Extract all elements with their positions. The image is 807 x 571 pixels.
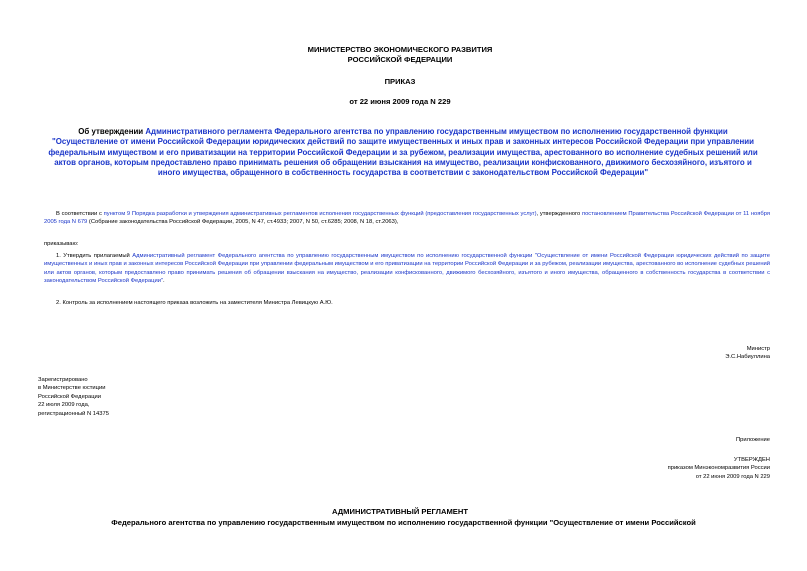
appendix-by-order: приказом Минэкономразвития России [667,465,770,472]
ministry-name-line2: РОССИЙСКОЙ ФЕДЕРАЦИИ [347,55,453,64]
registration-line-3: Российской Федерации [38,393,102,400]
order-item-2: 2. Контроль за исполнением настоящего приказа возложить на заместителя Министра Левицкую А.Ю. [56,300,333,306]
preamble-text-3: (Собрание законодательства Российской Федерации, 2005, N 47, ст.4933; 2007, N 50, ст.6285; 2008, N 18, ст.2063), [87,219,399,226]
appendix-date: от 22 июня 2009 года N 229 [695,473,770,480]
registration-line-2: в Министерстве юстиции [38,385,106,392]
document-header [200,45,600,65]
ministry-name-line1: МИНИСТЕРСТВО ЭКОНОМИЧЕСКОГО РАЗВИТИЯ [307,45,493,54]
signature-block [570,345,770,362]
regulation-subheading: Федерального агентства по управлению государственным имуществом по исполнению государственной функции "Осуществление от имени Российской [111,518,696,527]
orders-label: приказываю: [44,241,79,247]
registration-block [38,376,238,418]
appendix-approval-block [570,456,770,481]
preamble-link-resolution[interactable]: постановлением Правительства Российской Федерации от 11 ноября 2005 года N 679 [44,211,771,226]
preamble-link-procedure[interactable]: пунктом 9 Порядка разработки и утверждения административных регламентов исполнения государственных функций (предоставления государственных услуг) [103,211,537,217]
document-type: ПРИКАЗ [384,77,416,86]
appendix-label: Приложение [735,437,770,443]
registration-line-5: регистрационный N 14375 [38,410,109,417]
signature-name: Э.С.Набиуллина [725,354,770,361]
title-prefix: Об утверждении [78,127,146,136]
item1-regulation-link[interactable]: Административный регламент Федерального агентства по управлению государственным имуществом по исполнению государственной функции "Осуществление от имени Российской Федерации юридических действий по защите имущественных и иных прав и законных интересов Российской Федерации при управлении федеральным имуществом и его приватизации на территории Российской Федерации и за рубежом, реализации имущества, арестованного во исполнение судебных решений или актов органов, которым предоставлено право принимать решения об обращении взыскания на имущество, реализации конфискованного, движимого бесхозяйного, изъятого и иного имущества, обращенного в собственность государства в соответствии с законодательством Российской Федерации" [44,253,770,285]
regulation-heading: АДМИНИСТРАТИВНЫЙ РЕГЛАМЕНТ [332,507,468,516]
registration-line-4: 22 июля 2009 года, [38,402,90,409]
title-regulation-link[interactable]: Административного регламента Федерального агентства по управлению государственным имуществом по исполнению государственной функции "Осуществление от имени Российской Федерации юридических действий по защите имущественных и иных прав и законных интересов Российской Федерации при управлении федеральным имуществом и его приватизации на территории Российской Федерации и за рубежом, реализации имущества, арестованного во исполнение судебных решений или актов органов, которым предоставлено право принимать решения об обращении взыскания на имущество, реализации конфискованного, движимого бесхозяйного, изъятого и иного имущества, обращенного в собственность государства в соответствии с законодательством Российской Федерации" [48,127,758,178]
registration-line-1: Зарегистрировано [38,377,88,383]
order-item-1 [44,252,770,286]
item1-end: . [163,278,165,285]
document-title [48,127,758,178]
signature-position: Министр [746,346,770,352]
item1-text: 1. Утвердить прилагаемый [56,253,133,259]
document-date-number: от 22 июня 2009 года N 229 [349,97,451,106]
preamble-text-1: В соответствии с [56,211,104,217]
appendix-approved: УТВЕРЖДЕН [733,457,770,463]
preamble-text-2: , утвержденного [536,211,582,217]
preamble-paragraph [44,210,770,227]
